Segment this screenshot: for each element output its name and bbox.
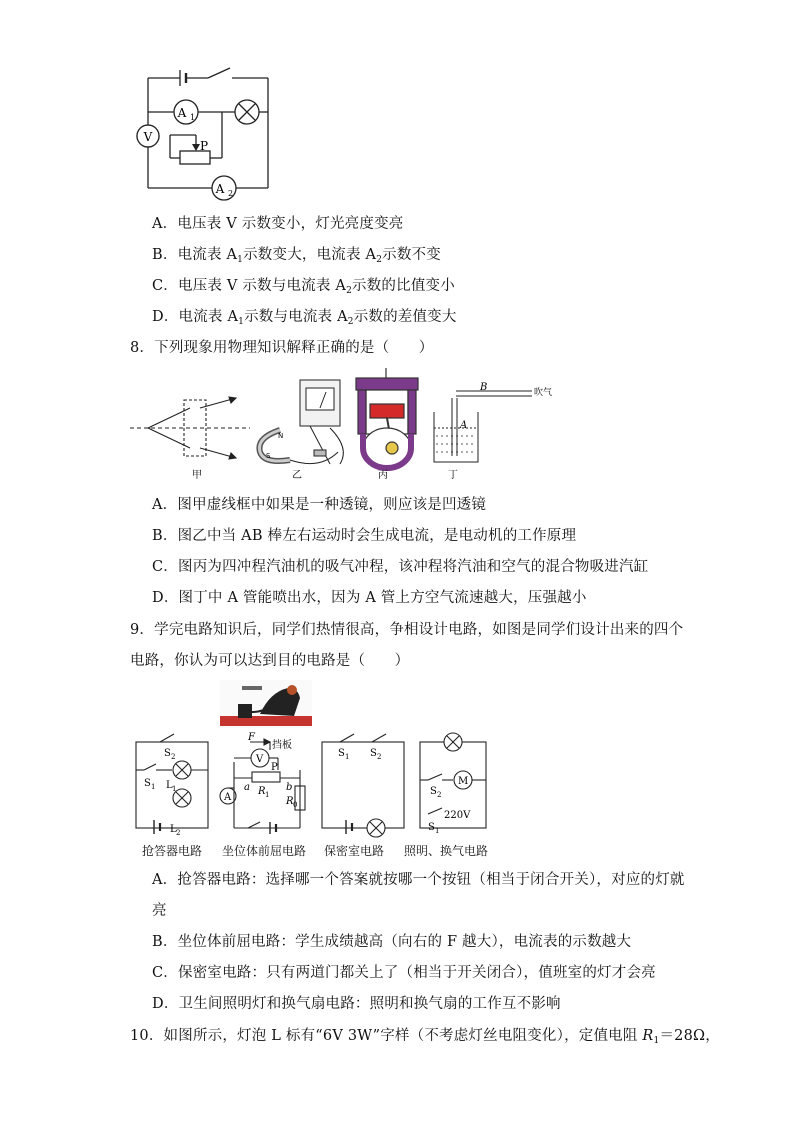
q9-c3-s1-label: S <box>338 748 345 759</box>
q9-circuits <box>130 730 500 838</box>
q9-c2-r1-label: R <box>258 786 266 797</box>
q9-c1-s2-sub: 2 <box>171 753 176 761</box>
q8-caption-jia: 甲 <box>192 470 202 481</box>
q9-c2-baffle-label: 挡板 <box>272 740 292 751</box>
q9-c2-force-label: F <box>248 732 255 743</box>
q8-tube-b: B <box>480 382 488 393</box>
q9-c4-s2-sub: 2 <box>437 791 442 799</box>
q8-fig-jia <box>130 397 250 459</box>
q9-c1-s2-label: S <box>164 748 171 759</box>
q9-c2-r0-label: R <box>286 796 294 807</box>
q9-stem-line2: 电路，你认为可以达到目的电路是（ ） <box>130 653 410 669</box>
q9-option-a-cont: 亮 <box>152 903 167 919</box>
q8-tube-a: A <box>460 420 468 431</box>
q8-figure <box>130 368 580 486</box>
q9-caption-lighting: 照明、换气电路 <box>404 844 489 858</box>
q9-c2-slider-label: P <box>271 762 278 773</box>
q9-stem-line1: 9．学完电路知识后，同学们热情很高，争相设计电路，如图是同学们设计出来的四个 <box>130 622 684 638</box>
q8-option-d: D．图丁中 A 管能喷出水，因为 A 管上方空气流速越大，压强越小 <box>152 590 587 606</box>
q9-c2-a-label: a <box>244 782 250 793</box>
q9-c2-r1-sub: 1 <box>265 791 270 799</box>
q8-stem: 8．下列现象用物理知识解释正确的是（ ） <box>130 340 434 356</box>
q8-caption-ding: 丁 <box>448 470 458 481</box>
q7-a1-label: A <box>177 106 187 120</box>
q7-option-a: A．电压表 V 示数变小，灯光亮度变亮 <box>152 216 404 232</box>
q9-caption-sit-reach: 坐位体前屈电路 <box>222 844 307 858</box>
q10-stem: 10．如图所示，灯泡 L 标有“6V 3W”字样（不考虑灯丝电阻变化），定值电阻 $R_1=28\Omega$， <box>130 1028 720 1046</box>
q9-option-a: A．抢答器电路：选择哪一个答案就按哪一个按钮（相当于闭合开关），对应的灯就 <box>152 872 685 888</box>
q9-option-d: D．卫生间照明灯和换气扇电路：照明和换气扇的工作互不影响 <box>152 996 561 1012</box>
q9-c4-s1-label: S <box>428 822 435 833</box>
q8-fig-bing <box>356 368 418 468</box>
q9-c2-ammeter-label: A <box>224 792 232 803</box>
q7-option-c: C．电压表 V 示数与电流表 $A_2$示数的比值变小 <box>152 278 455 296</box>
q9-c1-l1-sub: 1 <box>172 785 177 793</box>
q8-magnet-s: S <box>266 452 271 460</box>
q7-voltmeter-label: V <box>143 130 153 144</box>
q7-option-d: D．电流表 $A_1$示数与电流表 $A_2$示数的差值变大 <box>152 309 457 327</box>
q9-c2-voltmeter-label: V <box>256 754 264 765</box>
q8-option-b: B．图乙中当 AB 棒左右运动时会生成电流，是电动机的工作原理 <box>152 528 577 544</box>
q9-c3-s2-label: S <box>370 748 377 759</box>
q7-a2-label: A <box>215 182 225 196</box>
q8-blow-label: 吹气 <box>534 388 553 398</box>
q9-c2-r0-sub: 0 <box>293 801 298 809</box>
q9-c1-l2-label: L <box>170 824 177 835</box>
q7-a1-sub: 1 <box>190 113 196 122</box>
q8-option-c: C．图丙为四冲程汽油机的吸气冲程，该冲程将汽油和空气的混合物吸进汽缸 <box>152 559 649 575</box>
q8-option-a: A．图甲虚线框中如果是一种透镜，则应该是凹透镜 <box>152 497 487 513</box>
q8-caption-bing: 丙 <box>378 470 388 481</box>
q9-option-b: B．坐位体前屈电路：学生成绩越高（向右的 F 越大），电流表的示数越大 <box>152 934 632 950</box>
q9-c3-s1-sub: 1 <box>345 753 350 761</box>
q9-c1-l1-label: L <box>166 780 173 791</box>
q9-option-c: C．保密室电路：只有两道门都关上了（相当于开关闭合），值班室的灯才会亮 <box>152 965 656 981</box>
q9-caption-secure: 保密室电路 <box>324 844 385 858</box>
q9-c4-motor-label: M <box>458 776 469 787</box>
q8-magnet-n: N <box>278 432 284 440</box>
q7-circuit-diagram <box>130 60 280 205</box>
q9-caption-quiz: 抢答器电路 <box>142 844 203 858</box>
q9-c4-s1-sub: 1 <box>435 827 440 835</box>
q9-c4-s2-label: S <box>430 786 437 797</box>
q9-sit-and-reach-photo <box>220 680 312 728</box>
q9-c1-l2-sub: 2 <box>176 829 181 837</box>
q9-c1-s1-sub: 1 <box>151 783 156 791</box>
q8-fig-ding <box>434 391 532 462</box>
q9-c3-s2-sub: 2 <box>377 753 382 761</box>
q9-c1-s1-label: S <box>144 778 151 789</box>
q8-fig-yi <box>259 380 343 464</box>
q7-a2-sub: 2 <box>228 189 234 198</box>
q7-option-b: B．电流表 $A_1$示数变大，电流表 $A_2$示数不变 <box>152 247 441 265</box>
q9-c4-voltage-label: 220V <box>444 810 471 821</box>
q8-caption-yi: 乙 <box>292 470 302 481</box>
q9-c2-b-label: b <box>286 782 293 793</box>
q7-slider-label: P <box>200 139 209 153</box>
